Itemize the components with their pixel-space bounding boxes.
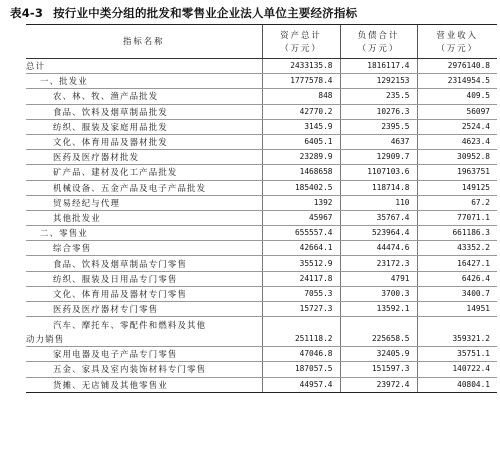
table-row <box>26 377 497 392</box>
row-name: 贸易经纪与代理 <box>26 195 262 210</box>
row-name: 一、批发业 <box>26 74 262 89</box>
cell-liabilities: 3700.3 <box>340 286 417 301</box>
cell-revenue: 6426.4 <box>417 271 497 286</box>
cell-revenue: 661186.3 <box>417 226 497 241</box>
table-row <box>26 119 497 134</box>
cell-assets: 47046.8 <box>262 347 340 362</box>
cell-revenue: 67.2 <box>417 195 497 210</box>
cell-revenue: 2976140.8 <box>417 59 497 74</box>
row-name: 医药及医疗器材专门零售 <box>26 302 262 317</box>
row-name: 农、林、牧、渔产品批发 <box>26 89 262 104</box>
table-row <box>26 180 497 195</box>
row-name: 文化、体育用品及器材批发 <box>26 134 262 149</box>
header-indicator-name: 指标名称 <box>26 25 262 59</box>
cell-assets: 42770.2 <box>262 104 340 119</box>
cell-liabilities: 110 <box>340 195 417 210</box>
cell-liabilities: 35767.4 <box>340 210 417 225</box>
header-total-assets: 资产总计 （万元） <box>262 25 340 59</box>
cell-liabilities: 23972.4 <box>340 377 417 392</box>
cell-liabilities: 1816117.4 <box>340 59 417 74</box>
row-name: 综合零售 <box>26 241 262 256</box>
cell-liabilities: 1107103.6 <box>340 165 417 180</box>
row-name-line-2: 动力销售 <box>26 333 65 344</box>
cell-liabilities: 10276.3 <box>340 104 417 119</box>
table-row <box>26 347 497 362</box>
cell-liabilities: 523964.4 <box>340 226 417 241</box>
cell-revenue: 14951 <box>417 302 497 317</box>
cell-assets: 2433135.8 <box>262 59 340 74</box>
row-name: 食品、饮料及烟草制品专门零售 <box>26 256 262 271</box>
cell-assets: 655557.4 <box>262 226 340 241</box>
cell-liabilities: 23172.3 <box>340 256 417 271</box>
cell-revenue: 43352.2 <box>417 241 497 256</box>
row-name: 总计 <box>26 59 262 74</box>
cell-revenue: 409.5 <box>417 89 497 104</box>
cell-liabilities: 235.5 <box>340 89 417 104</box>
table-number: 表4-3 <box>10 6 44 20</box>
table-row <box>26 165 497 180</box>
row-name: 货摊、无店铺及其他零售业 <box>26 377 262 392</box>
cell-revenue: 77071.1 <box>417 210 497 225</box>
cell-revenue: 40804.1 <box>417 377 497 392</box>
cell-assets: 7055.3 <box>262 286 340 301</box>
cell-assets: 45967 <box>262 210 340 225</box>
cell-revenue: 1963751 <box>417 165 497 180</box>
table-row <box>26 302 497 317</box>
cell-liabilities: 2395.5 <box>340 119 417 134</box>
row-name: 食品、饮料及烟草制品批发 <box>26 104 262 119</box>
cell-assets: 187057.5 <box>262 362 340 377</box>
cell-assets: 35512.9 <box>262 256 340 271</box>
cell-assets: 1468658 <box>262 165 340 180</box>
table-row <box>26 89 497 104</box>
cell-liabilities: 13592.1 <box>340 302 417 317</box>
table-row-retail <box>26 226 497 241</box>
header-operating-revenue: 营业收入 （万元） <box>417 25 497 59</box>
row-name: 文化、体育用品及器材专门零售 <box>26 286 262 301</box>
cell-assets: 1392 <box>262 195 340 210</box>
cell-assets: 42664.1 <box>262 241 340 256</box>
cell-assets: 24117.8 <box>262 271 340 286</box>
cell-assets: 6405.1 <box>262 134 340 149</box>
table-row <box>26 104 497 119</box>
row-name: 五金、家具及室内装饰材料专门零售 <box>26 362 262 377</box>
table-title-text: 按行业中类分组的批发和零售业企业法人单位主要经济指标 <box>53 6 358 20</box>
cell-revenue: 359321.2 <box>417 317 497 347</box>
row-name <box>26 317 262 347</box>
row-name: 机械设备、五金产品及电子产品批发 <box>26 180 262 195</box>
table-row <box>26 195 497 210</box>
table-row <box>26 241 497 256</box>
cell-revenue: 149125 <box>417 180 497 195</box>
table-row <box>26 362 497 377</box>
table-row-wholesale <box>26 74 497 89</box>
row-name: 家用电器及电子产品专门零售 <box>26 347 262 362</box>
cell-liabilities: 4791 <box>340 271 417 286</box>
cell-assets: 185402.5 <box>262 180 340 195</box>
cell-revenue: 16427.1 <box>417 256 497 271</box>
cell-assets: 44957.4 <box>262 377 340 392</box>
header-total-liabilities: 负债合计 （万元） <box>340 25 417 59</box>
cell-revenue: 2314954.5 <box>417 74 497 89</box>
table-row <box>26 271 497 286</box>
header-row <box>26 25 497 59</box>
cell-assets: 251118.2 <box>262 317 340 347</box>
row-name: 二、零售业 <box>26 226 262 241</box>
cell-revenue: 2524.4 <box>417 119 497 134</box>
row-name: 医药及医疗器材批发 <box>26 150 262 165</box>
table-row <box>26 134 497 149</box>
cell-assets: 848 <box>262 89 340 104</box>
cell-liabilities: 44474.6 <box>340 241 417 256</box>
cell-liabilities: 32405.9 <box>340 347 417 362</box>
row-name-line-1: 汽车、摩托车、零配件和燃料及其他 <box>53 319 207 330</box>
cell-revenue: 140722.4 <box>417 362 497 377</box>
cell-liabilities: 225658.5 <box>340 317 417 347</box>
cell-liabilities: 1292153 <box>340 74 417 89</box>
row-name: 纺织、服装及日用品专门零售 <box>26 271 262 286</box>
table-row <box>26 286 497 301</box>
table-row <box>26 317 497 347</box>
table-row-total <box>26 59 497 74</box>
row-name: 其他批发业 <box>26 210 262 225</box>
table-row <box>26 256 497 271</box>
cell-revenue: 3400.7 <box>417 286 497 301</box>
table-row <box>26 210 497 225</box>
table-row <box>26 150 497 165</box>
cell-revenue: 35751.1 <box>417 347 497 362</box>
statistics-table <box>26 24 497 393</box>
row-name: 纺织、服装及家庭用品批发 <box>26 119 262 134</box>
cell-revenue: 56097 <box>417 104 497 119</box>
cell-revenue: 30952.8 <box>417 150 497 165</box>
cell-assets: 3145.9 <box>262 119 340 134</box>
cell-liabilities: 4637 <box>340 134 417 149</box>
cell-assets: 23289.9 <box>262 150 340 165</box>
cell-liabilities: 151597.3 <box>340 362 417 377</box>
row-name: 矿产品、建材及化工产品批发 <box>26 165 262 180</box>
cell-assets: 1777578.4 <box>262 74 340 89</box>
cell-revenue: 4623.4 <box>417 134 497 149</box>
cell-assets: 15727.3 <box>262 302 340 317</box>
cell-liabilities: 118714.8 <box>340 180 417 195</box>
cell-liabilities: 12909.7 <box>340 150 417 165</box>
table-title <box>10 4 495 22</box>
